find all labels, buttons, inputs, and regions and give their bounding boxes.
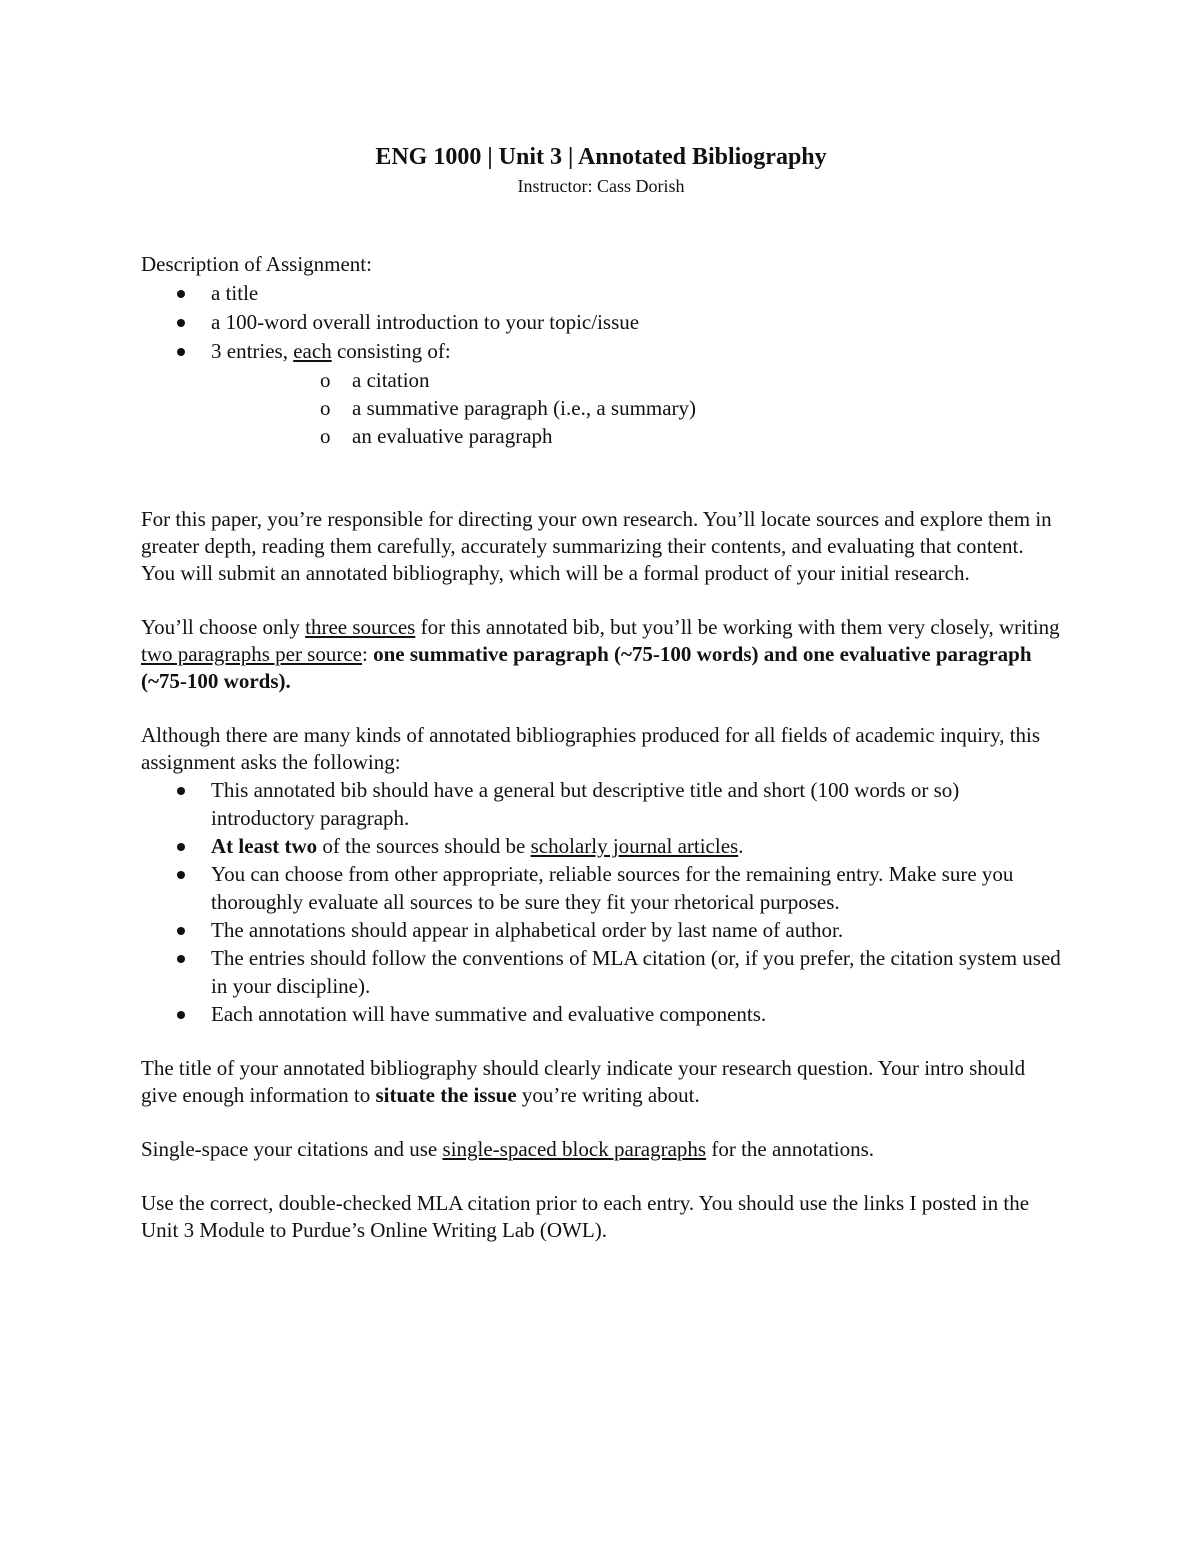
text-run: you’re writing about. <box>516 1083 700 1107</box>
document-title: ENG 1000 | Unit 3 | Annotated Bibliography <box>375 144 827 170</box>
requirements-list <box>141 776 1061 1028</box>
list-item: The entries should follow the conventions of MLA citation (or, if you prefer, the citation system used in your discipline). <box>141 944 1061 1000</box>
underlined-text: single-spaced block paragraphs <box>442 1137 707 1161</box>
list-item: Each annotation will have summative and evaluative components. <box>141 1000 1061 1028</box>
text-run: : <box>362 642 374 666</box>
paragraph-research: For this paper, you’re responsible for directing your own research. You’ll locate sources and explore them in greater depth, reading them carefully, accurately summarizing their contents, and evaluating that content. You will submit an annotated bibliography, which will be a formal product of your initial research. <box>141 507 1052 585</box>
underlined-text: three sources <box>305 615 416 639</box>
entries-suffix: consisting of: <box>331 339 451 363</box>
underlined-text: scholarly journal articles <box>530 834 739 858</box>
list-item <box>141 337 1061 450</box>
bold-text: situate the issue <box>375 1083 517 1107</box>
bold-text: At least two <box>211 834 318 858</box>
document-body <box>141 140 1061 1244</box>
list-item: The annotations should appear in alphabetical order by last name of author. <box>141 916 1061 944</box>
list-item: a 100-word overall introduction to your topic/issue <box>141 308 1061 337</box>
entry-components-list <box>211 366 1061 450</box>
paragraph-requirements-intro: Although there are many kinds of annotated bibliographies produced for all fields of academic inquiry, this assignment asks the following: <box>141 723 1041 774</box>
text-run: for the annotations. <box>706 1137 875 1161</box>
entries-each: each <box>293 339 332 363</box>
entries-prefix: 3 entries, <box>211 339 294 363</box>
list-item: This annotated bib should have a general but descriptive title and short (100 words or so) introductory paragraph. <box>141 776 1061 832</box>
sub-list-item: o an evaluative paragraph <box>211 422 1061 450</box>
text-run: . <box>738 834 744 858</box>
text-run: Single-space your citations and use <box>141 1137 443 1161</box>
description-list <box>141 279 1061 450</box>
list-item: a title <box>141 279 1061 308</box>
sub-list-item: o a citation <box>211 366 1061 394</box>
list-item: You can choose from other appropriate, reliable sources for the remaining entry. Make sure you thoroughly evaluate all sources to be sure they fit your rhetorical purposes. <box>141 860 1061 916</box>
text-run: of the sources should be <box>317 834 531 858</box>
text-run: The title of your annotated bibliography should clearly indicate your research question. Your intro should give enough information to <box>141 1056 1026 1107</box>
instructor-line: Instructor: Cass Dorish <box>517 176 685 196</box>
description-label: Description of Assignment: <box>141 252 372 276</box>
bold-text: one summative paragraph (~75-100 words) and one evaluative paragraph (~75-100 words). <box>141 642 1032 693</box>
text-run: for this annotated bib, but you’ll be working with them very closely, writing <box>415 615 1060 639</box>
sub-list-item: o a summative paragraph (i.e., a summary) <box>211 394 1061 422</box>
paragraph-title-intro <box>141 1055 1061 1109</box>
underlined-text: two paragraphs per source <box>141 642 362 666</box>
paragraph-mla: Use the correct, double-checked MLA citation prior to each entry. You should use the links I posted in the Unit 3 Module to Purdue’s Online Writing Lab (OWL). <box>141 1191 1030 1242</box>
list-item <box>141 832 1061 860</box>
paragraph-spacing <box>141 1136 1061 1163</box>
paragraph-sources <box>141 614 1061 695</box>
text-run: You’ll choose only <box>141 615 306 639</box>
